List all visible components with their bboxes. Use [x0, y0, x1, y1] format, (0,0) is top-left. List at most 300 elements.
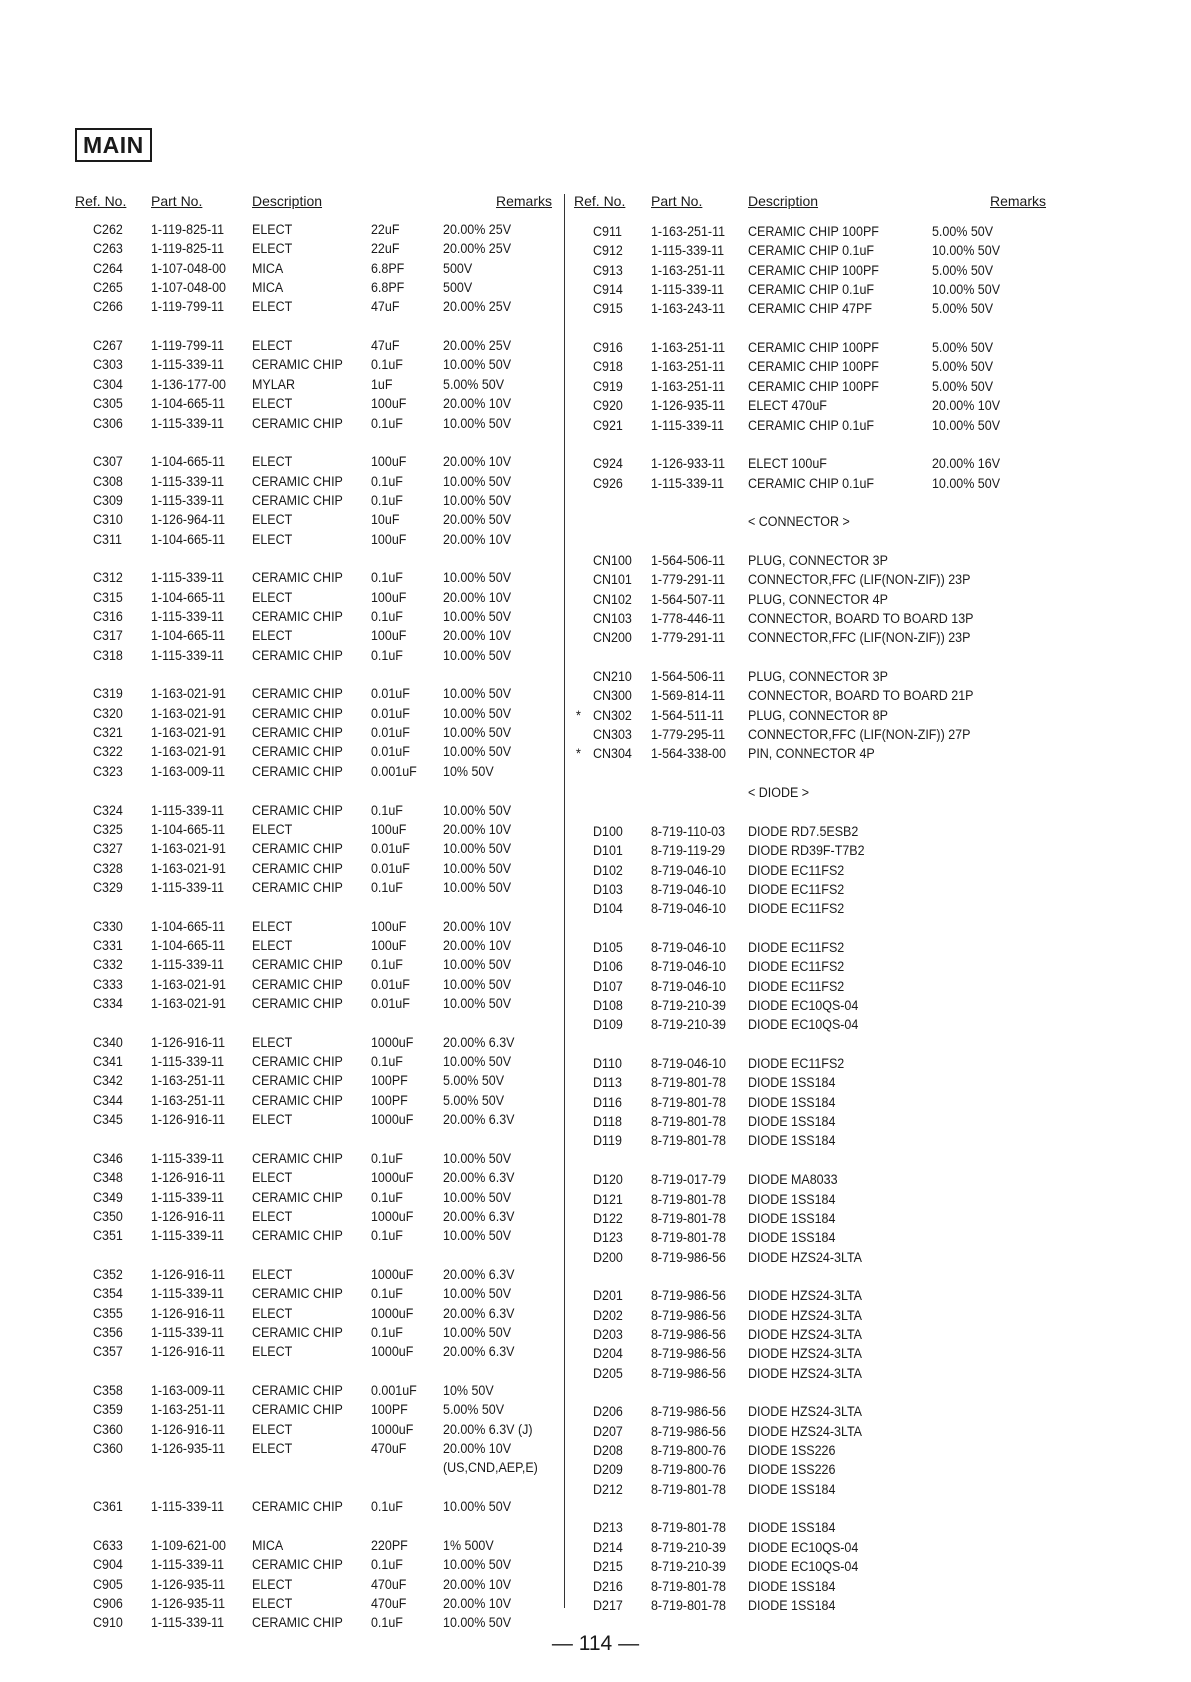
ref-no-cell: C345 [92, 1112, 123, 1129]
remarks-cell: 1% 500V [442, 1537, 494, 1554]
ref-no-cell: CN302 [592, 707, 632, 724]
value-cell: 100PF [370, 1402, 408, 1419]
ref-no-cell: C262 [92, 222, 123, 238]
part-no-cell: 1-115-339-11 [150, 492, 225, 509]
description-cell: CONNECTOR,FFC (LIF(NON-ZIF)) 23P [748, 572, 971, 589]
remarks-cell: 5.00% 50V [931, 378, 994, 395]
ref-no-cell: C324 [92, 802, 123, 819]
part-no-cell: 1-104-665-11 [150, 628, 226, 645]
description-cell: PLUG, CONNECTOR 4P [748, 591, 888, 608]
value-cell: 100uF [370, 821, 407, 838]
description-cell: DIODE 1SS184 [748, 1133, 836, 1150]
description-cell: CERAMIC CHIP 100PF [748, 262, 879, 279]
page-number: — 114 — [551, 1632, 640, 1655]
header-ref-no-right: Ref. No. [574, 193, 626, 209]
remarks-cell: 20.00% 6.3V [442, 1266, 515, 1283]
part-no-cell: 1-115-339-11 [150, 1615, 225, 1632]
header-remarks-right: Remarks [990, 193, 1047, 209]
value-cell: 1000uF [370, 1266, 414, 1283]
part-no-cell: 1-107-048-00 [150, 260, 226, 277]
value-cell: 1uF [370, 376, 393, 393]
ref-no-cell: D213 [592, 1520, 623, 1537]
ref-no-cell: C264 [92, 260, 123, 277]
ref-no-cell: C331 [92, 937, 123, 954]
ref-no-cell: C305 [92, 396, 123, 413]
description-cell: CERAMIC CHIP [251, 1324, 343, 1341]
part-no-cell: 8-719-210-39 [650, 1559, 726, 1576]
ref-no-cell: C348 [92, 1170, 123, 1187]
ref-no-cell: CN300 [592, 688, 632, 705]
part-no-cell: 1-104-665-11 [150, 454, 226, 471]
value-cell: 1000uF [370, 1170, 414, 1187]
ref-no-cell: C333 [92, 976, 123, 993]
value-cell: 6.8PF [370, 280, 405, 297]
value-cell: 0.001uF [370, 763, 417, 780]
description-cell: CONNECTOR, BOARD TO BOARD 21P [748, 688, 974, 705]
value-cell: 0.1uF [370, 570, 403, 587]
description-cell: ELECT [251, 454, 293, 471]
part-no-cell: 1-564-511-11 [650, 707, 725, 724]
value-cell: 470uF [370, 1595, 407, 1612]
value-cell: 0.1uF [370, 1286, 403, 1303]
part-no-cell: 8-719-986-56 [650, 1288, 726, 1305]
part-no-cell: 1-115-339-11 [650, 475, 725, 492]
header-ref-no: Ref. No. [75, 193, 127, 209]
ref-no-cell: C311 [92, 531, 122, 548]
value-cell: 220PF [370, 1537, 408, 1554]
description-cell: DIODE 1SS184 [748, 1520, 836, 1537]
part-no-cell: 1-163-251-11 [150, 1092, 226, 1109]
ref-no-cell: C330 [92, 918, 123, 935]
description-cell: DIODE HZS24-3LTA [748, 1346, 863, 1363]
ref-no-cell: C341 [92, 1054, 123, 1071]
ref-no-cell: C351 [92, 1228, 123, 1245]
part-no-cell: 1-119-825-11 [150, 222, 225, 238]
description-cell: ELECT [251, 1266, 293, 1283]
ref-no-cell: CN200 [592, 630, 632, 647]
part-no-cell: 8-719-017-79 [650, 1172, 726, 1189]
description-cell: DIODE HZS24-3LTA [748, 1288, 863, 1305]
part-no-cell: 8-719-986-56 [650, 1346, 726, 1363]
ref-no-cell: C920 [592, 398, 623, 415]
description-cell: MYLAR [251, 376, 296, 393]
ref-no-cell: C919 [592, 378, 623, 395]
part-no-cell: 8-719-986-56 [650, 1365, 726, 1382]
description-cell: CERAMIC CHIP [251, 860, 343, 877]
ref-no-cell: C340 [92, 1034, 123, 1051]
remarks-cell: 10.00% 50V [442, 976, 512, 993]
description-cell: DIODE EC10QS-04 [748, 1539, 859, 1556]
description-cell: CERAMIC CHIP 0.1uF [748, 243, 875, 260]
ref-no-cell: C306 [92, 415, 123, 432]
ref-no-cell: C316 [92, 609, 123, 625]
part-no-cell: 1-163-021-91 [150, 686, 226, 703]
part-no-cell: 1-564-507-11 [650, 591, 726, 608]
header-description-right: Description [748, 193, 819, 209]
description-cell: ELECT [251, 1595, 293, 1612]
part-no-cell: 1-115-339-11 [150, 647, 225, 664]
part-no-cell: 8-719-046-10 [650, 881, 726, 898]
description-cell: ELECT [251, 937, 293, 954]
description-cell: DIODE 1SS184 [748, 1075, 836, 1092]
value-cell: 0.1uF [370, 879, 403, 896]
part-no-cell: 8-719-046-10 [650, 862, 726, 879]
part-no-cell: 1-163-021-91 [150, 705, 226, 722]
ref-no-cell: C357 [92, 1344, 123, 1361]
description-cell: CERAMIC CHIP 100PF [748, 224, 879, 240]
remarks-cell: 20.00% 10V [442, 589, 512, 606]
remarks-cell: 10.00% 50V [442, 1054, 512, 1071]
description-cell: CONNECTOR, BOARD TO BOARD 13P [748, 611, 974, 627]
remarks-cell: 10% 50V [442, 763, 494, 780]
description-cell: CERAMIC CHIP [251, 1092, 343, 1109]
description-cell: ELECT [251, 299, 293, 316]
remarks-cell: 20.00% 25V [442, 241, 512, 258]
part-no-cell: 1-564-338-00 [650, 746, 726, 763]
mark-cell: * [575, 707, 581, 724]
part-no-cell: 1-163-009-11 [150, 763, 226, 780]
description-cell: ELECT [251, 338, 293, 355]
description-cell: DIODE EC11FS2 [748, 901, 845, 918]
remarks-cell: 10.00% 50V [442, 802, 512, 819]
remarks-cell: 20.00% 6.3V (J) [442, 1421, 533, 1438]
value-cell: 0.1uF [370, 802, 403, 819]
part-no-cell: 8-719-801-78 [650, 1578, 726, 1595]
remarks-cell: 5.00% 50V [442, 1092, 505, 1109]
ref-no-cell: D215 [592, 1559, 623, 1576]
part-no-cell: 1-126-916-11 [150, 1112, 226, 1129]
ref-no-cell: C914 [592, 282, 623, 299]
description-cell: ELECT [251, 589, 293, 606]
ref-no-cell: C913 [592, 262, 623, 279]
ref-no-cell: C334 [92, 996, 123, 1012]
part-no-cell: 1-564-506-11 [650, 669, 726, 686]
description-cell: ELECT [251, 1576, 293, 1593]
remarks-cell: 20.00% 10V [442, 396, 512, 413]
description-cell: CERAMIC CHIP [251, 1150, 343, 1167]
description-cell: CERAMIC CHIP [251, 357, 343, 374]
remarks-cell: 20.00% 10V [442, 821, 512, 838]
description-cell: CERAMIC CHIP [251, 1073, 343, 1090]
ref-no-cell: D203 [592, 1326, 623, 1343]
value-cell: 0.01uF [370, 841, 410, 858]
description-cell: DIODE HZS24-3LTA [748, 1326, 863, 1343]
part-no-cell: 1-126-964-11 [150, 512, 226, 529]
ref-no-cell: C309 [92, 492, 123, 509]
part-no-cell: 1-163-251-11 [650, 378, 726, 395]
part-no-cell: 8-719-801-78 [650, 1230, 726, 1247]
description-cell: DIODE 1SS184 [748, 1191, 836, 1208]
value-cell: 0.001uF [370, 1383, 417, 1399]
ref-no-cell: D110 [592, 1056, 622, 1073]
part-no-cell: 1-126-935-11 [150, 1576, 226, 1593]
ref-no-cell: D202 [592, 1307, 623, 1324]
part-no-cell: 8-719-210-39 [650, 998, 726, 1014]
description-cell: ELECT [251, 1034, 293, 1051]
part-no-cell: 1-115-339-11 [150, 357, 225, 374]
part-no-cell: 1-126-916-11 [150, 1344, 226, 1361]
part-no-cell: 1-126-935-11 [150, 1595, 226, 1612]
part-no-cell: 1-163-021-91 [150, 860, 226, 877]
part-no-cell: 1-115-339-11 [150, 957, 225, 974]
remarks-cell: 10.00% 50V [931, 417, 1001, 434]
remarks-cell: 10.00% 50V [442, 1499, 512, 1516]
description-cell: CERAMIC CHIP [251, 1615, 343, 1632]
value-cell: 0.01uF [370, 744, 410, 761]
description-cell: PLUG, CONNECTOR 3P [748, 669, 888, 686]
part-no-cell: 1-104-665-11 [150, 918, 226, 935]
remarks-cell: 20.00% 25V [442, 222, 512, 238]
part-no-cell: 1-115-339-11 [150, 1324, 225, 1341]
part-no-cell: 8-719-119-29 [650, 843, 726, 860]
value-cell: 0.1uF [370, 492, 403, 509]
description-cell: DIODE HZS24-3LTA [748, 1307, 863, 1324]
ref-no-cell: C308 [92, 473, 123, 490]
description-cell: PLUG, CONNECTOR 3P [748, 552, 888, 569]
part-no-cell: 8-719-800-76 [650, 1443, 726, 1460]
part-no-cell: 1-115-339-11 [150, 1499, 225, 1516]
part-no-cell: 1-163-021-91 [150, 841, 226, 858]
value-cell: 0.1uF [370, 415, 403, 432]
part-no-cell: 8-719-046-10 [650, 978, 726, 995]
description-cell: ELECT [251, 241, 293, 258]
ref-no-cell: D113 [592, 1075, 622, 1092]
description-cell: DIODE MA8033 [748, 1172, 838, 1189]
remarks-cell: 20.00% 10V [442, 454, 512, 471]
description-cell: CERAMIC CHIP [251, 1402, 343, 1419]
value-cell: 22uF [370, 222, 400, 238]
part-no-cell: 1-115-339-11 [650, 282, 725, 299]
description-cell: PLUG, CONNECTOR 8P [748, 707, 888, 724]
description-cell: ELECT [251, 396, 293, 413]
ref-no-cell: CN304 [592, 746, 632, 763]
part-no-cell: 1-104-665-11 [150, 937, 226, 954]
header-description: Description [252, 193, 323, 209]
ref-no-cell: D120 [592, 1172, 623, 1189]
remarks-cell: 10.00% 50V [442, 1286, 512, 1303]
ref-no-cell: D103 [592, 881, 623, 898]
ref-no-cell: C328 [92, 860, 123, 877]
value-cell: 1000uF [370, 1208, 414, 1225]
remarks-cell: 20.00% 16V [931, 456, 1001, 473]
description-cell: DIODE 1SS226 [748, 1443, 836, 1460]
ref-no-cell: CN303 [592, 727, 632, 744]
value-cell: 100PF [370, 1073, 408, 1090]
value-cell: 0.01uF [370, 725, 410, 742]
description-cell: CERAMIC CHIP [251, 841, 343, 858]
remarks-cell: 10.00% 50V [442, 1615, 512, 1632]
value-cell: 0.1uF [370, 1189, 403, 1206]
description-cell: CERAMIC CHIP 0.1uF [748, 475, 875, 492]
remarks-cell: 5.00% 50V [931, 224, 994, 240]
part-no-cell: 1-126-916-11 [150, 1170, 226, 1187]
ref-no-cell: C265 [92, 280, 123, 297]
description-cell: < CONNECTOR > [748, 514, 850, 531]
ref-no-cell: D205 [592, 1365, 623, 1382]
part-no-cell: 1-163-243-11 [650, 301, 726, 318]
part-no-cell: 1-779-295-11 [650, 727, 726, 744]
remarks-cell: 20.00% 10V [442, 1576, 512, 1593]
part-no-cell: 1-115-339-11 [150, 415, 225, 432]
value-cell: 1000uF [370, 1421, 414, 1438]
part-no-cell: 1-163-251-11 [650, 340, 726, 357]
description-cell: DIODE EC10QS-04 [748, 1017, 859, 1034]
ref-no-cell: C322 [92, 744, 123, 761]
ref-no-cell: C352 [92, 1266, 123, 1283]
value-cell: 100uF [370, 396, 407, 413]
description-cell: DIODE 1SS184 [748, 1597, 836, 1614]
ref-no-cell: C915 [592, 301, 623, 318]
ref-no-cell: C312 [92, 570, 123, 587]
ref-no-cell: D104 [592, 901, 623, 918]
value-cell: 47uF [370, 338, 400, 355]
ref-no-cell: C321 [92, 725, 123, 742]
remarks-cell: 20.00% 10V [442, 531, 512, 548]
part-no-cell: 8-719-046-10 [650, 959, 726, 976]
description-cell: ELECT [251, 1441, 293, 1458]
header-remarks: Remarks [496, 193, 553, 209]
value-cell: 1000uF [370, 1344, 414, 1361]
part-no-cell: 8-719-801-78 [650, 1520, 726, 1537]
value-cell: 0.01uF [370, 860, 410, 877]
description-cell: DIODE HZS24-3LTA [748, 1404, 863, 1421]
description-cell: ELECT [251, 628, 293, 645]
description-cell: DIODE EC11FS2 [748, 1056, 845, 1073]
part-no-cell: 1-126-916-11 [150, 1305, 226, 1322]
description-cell: CERAMIC CHIP [251, 609, 343, 625]
ref-no-cell: C911 [592, 224, 622, 240]
description-cell: DIODE RD7.5ESB2 [748, 823, 859, 840]
part-no-cell: 8-719-210-39 [650, 1539, 726, 1556]
value-cell: 100uF [370, 918, 407, 935]
part-no-cell: 1-163-251-11 [650, 359, 726, 376]
description-cell: CERAMIC CHIP 100PF [748, 378, 879, 395]
part-no-cell: 1-115-339-11 [150, 1189, 225, 1206]
part-no-cell: 1-119-799-11 [150, 338, 225, 355]
remarks-cell: 5.00% 50V [442, 1402, 505, 1419]
part-no-cell: 1-163-251-11 [650, 224, 726, 240]
part-no-cell: 8-719-986-56 [650, 1423, 726, 1440]
remarks-cell: 10.00% 50V [442, 1557, 512, 1574]
part-no-cell: 8-719-046-10 [650, 1056, 726, 1073]
ref-no-cell: C361 [92, 1499, 123, 1516]
description-cell: ELECT [251, 1305, 293, 1322]
remarks-cell: 10.00% 50V [442, 841, 512, 858]
value-cell: 47uF [370, 299, 400, 316]
ref-no-cell: D107 [592, 978, 623, 995]
value-cell: 22uF [370, 241, 400, 258]
description-cell: CERAMIC CHIP 0.1uF [748, 282, 875, 299]
remarks-cell: 10.00% 50V [931, 475, 1001, 492]
remarks-cell: 20.00% 10V [931, 398, 1001, 415]
remarks-cell: 5.00% 50V [931, 262, 994, 279]
description-cell: CERAMIC CHIP [251, 1228, 343, 1245]
value-cell: 0.1uF [370, 1054, 403, 1071]
ref-no-cell: D217 [592, 1597, 623, 1614]
description-cell: CERAMIC CHIP [251, 492, 343, 509]
value-cell: 470uF [370, 1441, 407, 1458]
description-cell: DIODE HZS24-3LTA [748, 1249, 863, 1266]
part-no-cell: 1-126-916-11 [150, 1266, 226, 1283]
part-no-cell: 8-719-801-78 [650, 1094, 726, 1111]
header-part-no: Part No. [151, 193, 203, 209]
ref-no-cell: C342 [92, 1073, 123, 1090]
description-cell: CERAMIC CHIP [251, 744, 343, 761]
remarks-cell: 10.00% 50V [442, 705, 512, 722]
value-cell: 0.01uF [370, 686, 410, 703]
part-no-cell: 8-719-801-78 [650, 1133, 726, 1150]
part-no-cell: 1-115-339-11 [150, 473, 225, 490]
part-no-cell: 1-778-446-11 [650, 611, 726, 627]
remarks-cell: 10.00% 50V [442, 357, 512, 374]
column-divider [564, 194, 565, 1608]
description-cell: CERAMIC CHIP [251, 647, 343, 664]
description-cell: CERAMIC CHIP 47PF [748, 301, 872, 318]
part-no-cell: 1-564-506-11 [650, 552, 726, 569]
part-no-cell: 8-719-986-56 [650, 1326, 726, 1343]
description-cell: DIODE 1SS184 [748, 1210, 836, 1227]
description-cell: ELECT [251, 512, 293, 529]
remarks-cell: 10.00% 50V [442, 996, 512, 1012]
ref-no-cell: C360 [92, 1421, 123, 1438]
remarks-cell: 10.00% 50V [442, 686, 512, 703]
ref-no-cell: C918 [592, 359, 623, 376]
value-cell: 0.1uF [370, 957, 403, 974]
remarks-cell: 10.00% 50V [931, 243, 1001, 260]
ref-no-cell: C346 [92, 1150, 123, 1167]
description-cell: DIODE 1SS184 [748, 1578, 836, 1595]
value-cell: 0.01uF [370, 996, 410, 1012]
ref-no-cell: C304 [92, 376, 123, 393]
ref-no-cell: C267 [92, 338, 123, 355]
part-no-cell: 1-115-339-11 [650, 243, 725, 260]
part-no-cell: 1-163-009-11 [150, 1383, 226, 1399]
ref-no-cell: C350 [92, 1208, 123, 1225]
part-no-cell: 1-104-665-11 [150, 531, 226, 548]
description-cell: DIODE EC10QS-04 [748, 1559, 859, 1576]
ref-no-cell: D109 [592, 1017, 623, 1034]
description-cell: DIODE EC11FS2 [748, 881, 845, 898]
value-cell: 6.8PF [370, 260, 405, 277]
description-cell: ELECT [251, 918, 293, 935]
description-cell: CERAMIC CHIP [251, 705, 343, 722]
part-no-cell: 1-779-291-11 [650, 572, 726, 589]
remarks-cell: 5.00% 50V [442, 1073, 505, 1090]
part-no-cell: 8-719-986-56 [650, 1249, 726, 1266]
ref-no-cell: D100 [592, 823, 623, 840]
value-cell: 1000uF [370, 1112, 414, 1129]
remarks-cell: 10.00% 50V [442, 492, 512, 509]
remarks-cell: 20.00% 25V [442, 299, 512, 316]
part-no-cell: 1-104-665-11 [150, 589, 226, 606]
description-cell: DIODE RD39F-T7B2 [748, 843, 865, 860]
description-cell: DIODE EC11FS2 [748, 939, 845, 956]
part-no-cell: 1-115-339-11 [150, 1286, 225, 1303]
ref-no-cell: CN100 [592, 552, 632, 569]
description-cell: CERAMIC CHIP [251, 1383, 343, 1399]
description-cell: CERAMIC CHIP [251, 996, 343, 1012]
remarks-cell: 10.00% 50V [442, 860, 512, 877]
part-no-cell: 8-719-801-78 [650, 1191, 726, 1208]
ref-no-cell: C317 [92, 628, 123, 645]
description-cell: ELECT 470uF [748, 398, 827, 415]
description-cell: ELECT 100uF [748, 456, 827, 473]
ref-no-cell: CN101 [592, 572, 632, 589]
part-no-cell: 1-115-339-11 [150, 1557, 225, 1574]
ref-no-cell: C266 [92, 299, 123, 316]
description-cell: DIODE 1SS184 [748, 1114, 836, 1131]
ref-no-cell: C904 [92, 1557, 123, 1574]
